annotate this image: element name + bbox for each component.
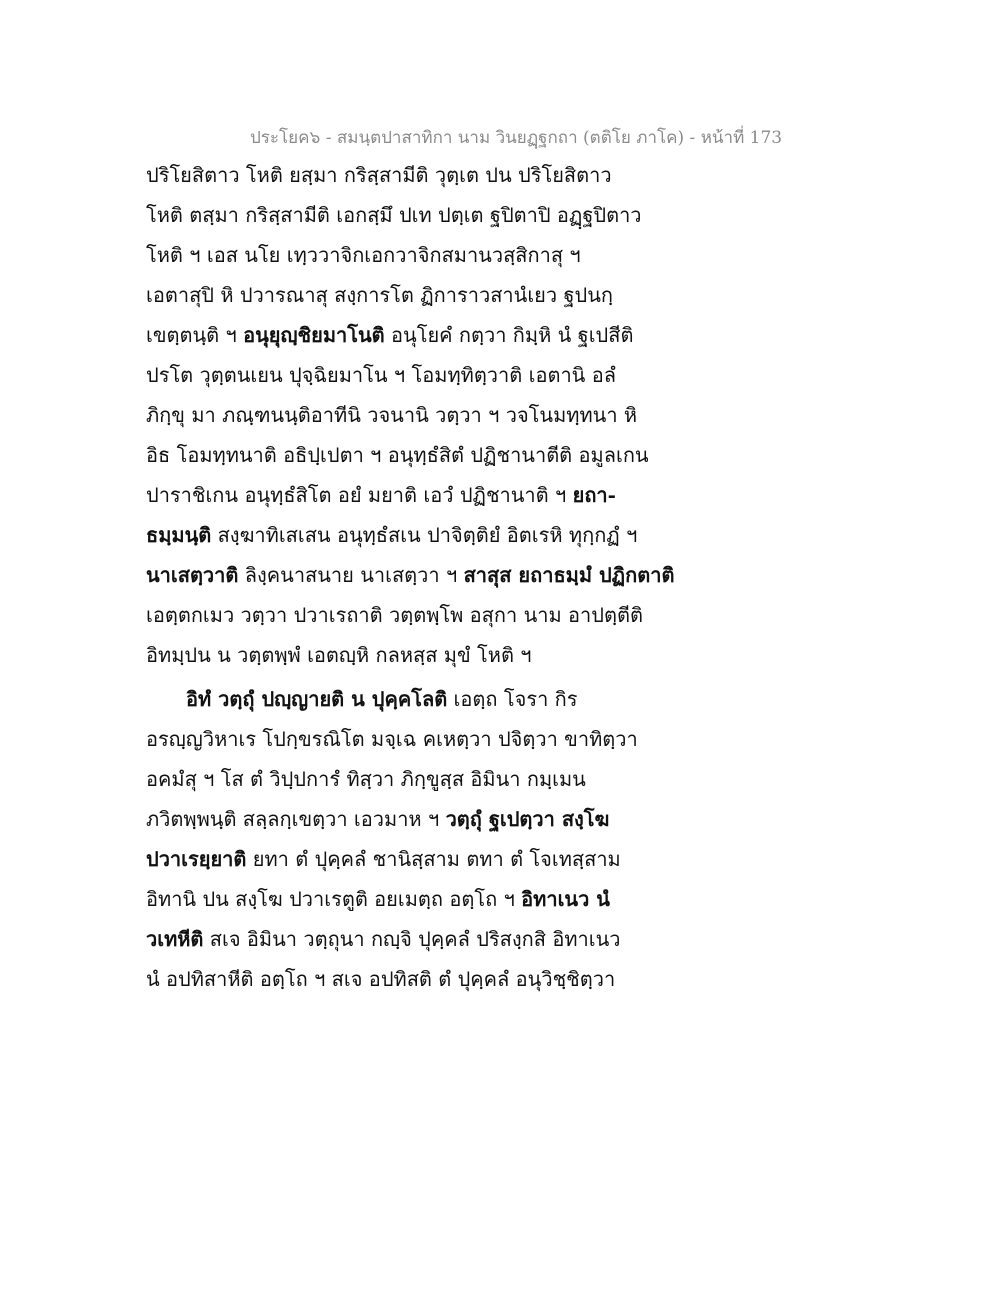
bold-term: นาเสตฺวาติ [146, 563, 239, 587]
text-span: อนุโยคํ กตฺวา กิมฺหิ นํ ฐเปสีติ [384, 323, 634, 347]
text-line [146, 315, 686, 355]
running-header: ประโยค๖ - สมนฺตปาสาทิกา นาม วินยฏฺฐกถา (ตติโย ภาโค) - หน้าที่ 173 [250, 128, 783, 148]
text-span: อคมํสุ ฯ โส ตํ วิปฺปการํ ทิสฺวา ภิกฺขูสฺส อิมินา กมฺเมน [146, 767, 586, 791]
text-line [146, 235, 686, 275]
text-span: อิธ โอมทฺทนาติ อธิปฺเปตา ฯ อนุทฺธํสิตํ ปฏิชานาตีติ อมูลเกน [146, 443, 649, 467]
text-line [146, 635, 686, 675]
body-text [146, 155, 686, 999]
text-span: เอตฺถ โจรา กิร [447, 687, 578, 711]
text-span: ลิงฺคนาสนาย นาเสตฺวา ฯ [238, 563, 464, 587]
text-span: เอตาสุปิ หิ ปวารณาสุ สงฺการโต ฏิการาวสานํเยว ฐปนกฺ [146, 283, 613, 307]
text-span: ภิกฺขุ มา ภณฺฑนนฺติอาทีนิ วจนานิ วตฺวา ฯ วจโนมทฺทนา หิ [146, 403, 638, 427]
text-span: เขตฺตนฺติ ฯ [146, 323, 244, 347]
bold-term: อิทาเนว นํ [521, 887, 610, 911]
bold-term: วตฺถุํ ฐเปตฺวา สงฺโฆ [445, 807, 610, 831]
text-line [146, 355, 686, 395]
text-span: ปริโยสิตาว โหติ ยสฺมา กริสฺสามีติ วุตฺเต ปน ปริโยสิตาว [146, 163, 612, 187]
text-span: ยทา ตํ ปุคฺคลํ ชานิสฺสาม ตทา ตํ โจเทสฺสาม [246, 847, 621, 871]
text-line [146, 195, 686, 235]
text-span: ปรโต วุตฺตนเยน ปุจฺฉิยมาโน ฯ โอมทฺทิตฺวาติ เอตานิ อลํ [146, 363, 616, 387]
text-line [146, 475, 686, 515]
bold-term: สาสุส ยถาธมฺมํ ปฏิกตาติ [463, 563, 675, 587]
text-line [146, 839, 686, 879]
text-span: เอตฺตกเมว วตฺวา ปวาเรถาติ วตฺตพฺโพ อสุกา นาม อาปตฺตีติ [146, 603, 643, 627]
bold-term: อิทํ วตฺถุํ ปญฺญายติ น ปุคฺคโลติ [186, 687, 448, 711]
text-span: โหติ ตสฺมา กริสฺสามีติ เอกสฺมึ ปเท ปตฺเต ฐปิตาปิ อฏฺฐปิตาว [146, 203, 642, 227]
text-span: โหติ ฯ เอส นโย เทฺววาจิกเอกวาจิกสมานวสฺสิกาสุ ฯ [146, 243, 581, 267]
text-line [146, 555, 686, 595]
text-line [146, 435, 686, 475]
text-line [146, 395, 686, 435]
text-line [146, 275, 686, 315]
bold-term: ธมฺมนฺติ [146, 523, 212, 547]
text-line [146, 155, 686, 195]
text-line [146, 515, 686, 555]
text-span: สงฺฆาทิเสเสน อนุทฺธํสเน ปาจิตฺติยํ อิตเรหิ ทุกฺกฏํ ฯ [211, 523, 638, 547]
text-line [146, 799, 686, 839]
text-line [146, 919, 686, 959]
text-span: นํ อปทิสาหีติ อตฺโถ ฯ สเจ อปทิสติ ตํ ปุคฺคลํ อนุวิชฺชิตฺวา [146, 967, 616, 991]
bold-term: ยถา- [572, 483, 616, 507]
text-span: สเจ อิมินา วตฺถุนา กญฺจิ ปุคฺคลํ ปริสงฺกสิ อิทาเนว [203, 927, 621, 951]
text-span: อรญฺญวิหาเร โปกฺขรณิโต มจฺเฉ คเหตฺวา ปจิตฺวา ขาทิตฺวา [146, 727, 638, 751]
text-span: อิทานิ ปน สงฺโฆ ปวาเรตูติ อยเมตฺถ อตฺโถ ฯ [146, 887, 522, 911]
text-line [146, 679, 686, 719]
text-line [146, 759, 686, 799]
text-span: อิทมฺปน น วตฺตพฺพํ เอตญฺหิ กลหสฺส มุขํ โหติ ฯ [146, 643, 532, 667]
bold-term: อนุยุญฺชิยมาโนติ [243, 323, 385, 347]
text-line [146, 959, 686, 999]
text-line [146, 595, 686, 635]
bold-term: ปวาเรยฺยาติ [146, 847, 247, 871]
text-line [146, 719, 686, 759]
text-span: ปาราชิเกน อนุทฺธํสิโต อยํ มยาติ เอวํ ปฏิชานาติ ฯ [146, 483, 573, 507]
text-span: ภวิตพฺพนฺติ สลฺลกฺเขตฺวา เอวมาห ฯ [146, 807, 446, 831]
bold-term: วเทหีติ [146, 927, 204, 951]
text-line [146, 879, 686, 919]
